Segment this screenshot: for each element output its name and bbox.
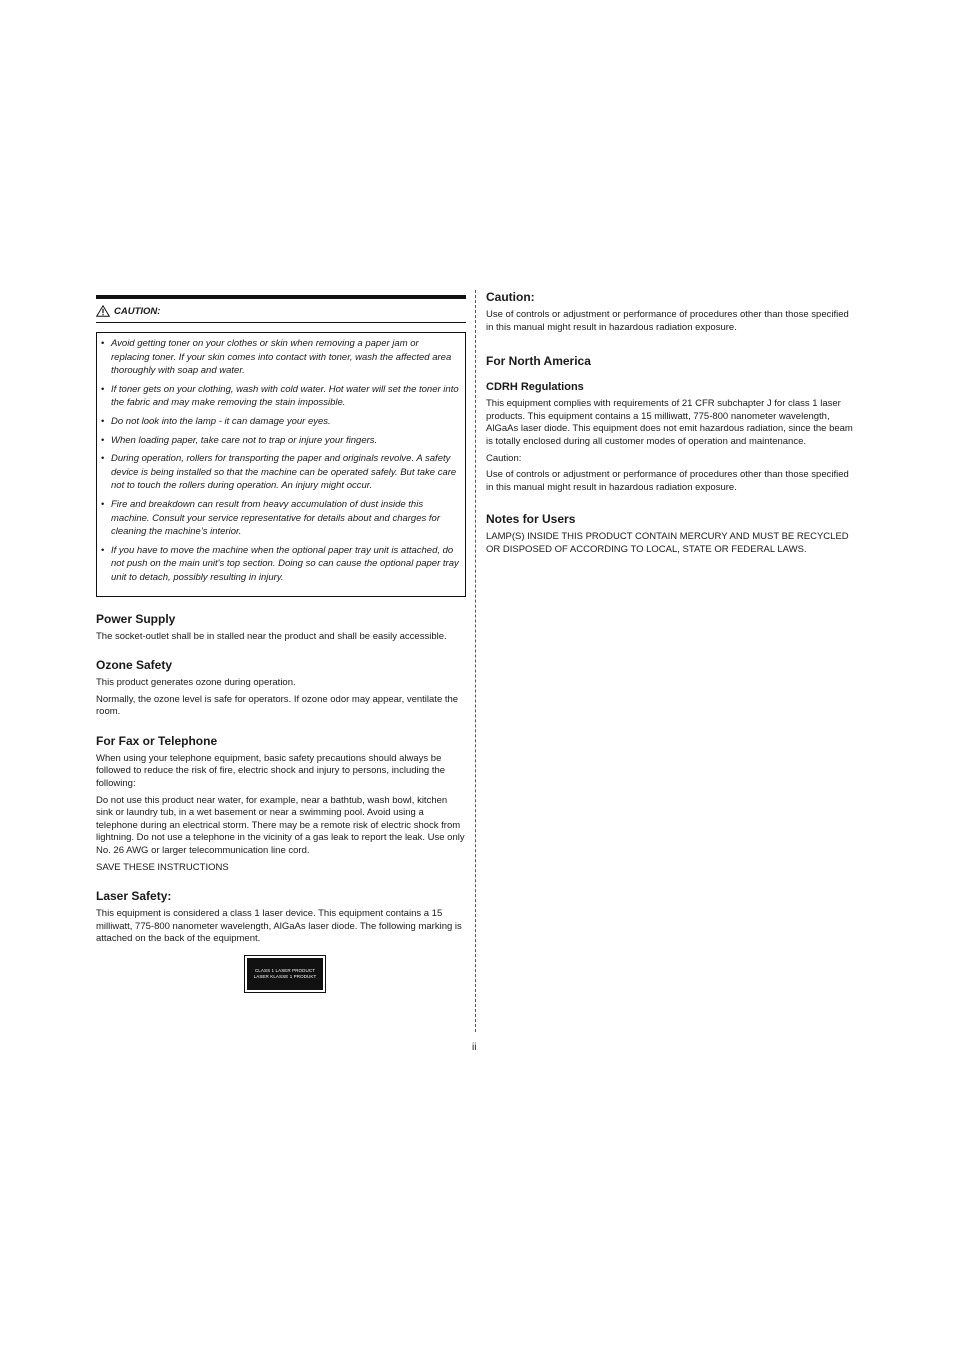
- laser-class-label: [244, 955, 326, 993]
- caution-item: • If you have to move the machine when the optional paper tray unit is attached, do not push on the main unit's top section. Doing so can cause the optional paper tray unit to detach, possibly resulting in injury.: [101, 544, 459, 585]
- warning-triangle-icon: [96, 305, 110, 317]
- caution-item: • During operation, rollers for transporting the paper and originals revolve. A safety device is being installed so that the machine can be operated safely. But take care not to touch the rollers during operation. An injury might occur.: [101, 452, 459, 493]
- notes-users-section: [486, 512, 856, 556]
- caution-right-title: Caution:: [486, 290, 535, 304]
- caution-heading: CAUTION:: [114, 305, 161, 317]
- laser-label-plate: [247, 958, 323, 990]
- caution-item: • Fire and breakdown can result from heavy accumulation of dust inside this machine. Consult your service representative for details about and charges for cleaning the machine’s interior.: [101, 498, 459, 539]
- power-supply-text: The socket-outlet shall be in stalled near the product and shall be easily accessible.: [96, 630, 447, 642]
- caution-item: • Do not look into the lamp - it can damage your eyes.: [101, 415, 459, 429]
- cdrh-caution-text: Use of controls or adjustment or performance of procedures other than those specified in this manual might result in hazardous radiation exposure.: [486, 469, 849, 493]
- notes-users-title: Notes for Users: [486, 512, 576, 527]
- caution-right-text: Use of controls or adjustment or performance of procedures other than those specified in this manual might result in hazardous radiation exposure.: [486, 309, 849, 333]
- notes-users-text: LAMP(S) INSIDE THIS PRODUCT CONTAIN MERCURY AND MUST BE RECYCLED OR DISPOSED OF ACCORDING TO LOCAL, STATE OR FEDERAL LAWS.: [486, 531, 849, 555]
- caution-item: • When loading paper, take care not to trap or injure your fingers.: [101, 434, 459, 448]
- fax-paragraph: When using your telephone equipment, basic safety precautions should always be followed to reduce the risk of fire, electric shock and injury to persons, including the following:: [96, 752, 446, 790]
- caution-header: [96, 295, 466, 323]
- north-america-title: For North America: [486, 354, 591, 369]
- caution-right-section: [486, 290, 856, 334]
- cdrh-text: This equipment complies with requirements of 21 CFR subchapter J for class 1 laser products. This equipment contains a 15 milliwatt, 775-800 nanometer wavelength, AlGaAs laser diode. This equipment does not emit hazardous radiation, since the beam is totally enclosed during all customer modes of operation and maintenance.: [486, 398, 853, 447]
- fax-paragraph: SAVE THESE INSTRUCTIONS: [96, 861, 229, 873]
- ozone-paragraph: This product generates ozone during operation.: [96, 677, 296, 689]
- fax-telephone-title: For Fax or Telephone: [96, 733, 218, 748]
- power-supply-section: [96, 612, 466, 644]
- laser-label-line: CLASS 1 LASER PRODUCT: [254, 968, 316, 973]
- ozone-paragraph: Normally, the ozone level is safe for operators. If ozone odor may appear, ventilate the room.: [96, 693, 459, 718]
- caution-item: • Avoid getting toner on your clothes or skin when removing a paper jam or replacing toner. If your skin comes into contact with toner, wash the affected area thoroughly with soap and water.: [101, 337, 459, 378]
- laser-safety-text: This equipment is considered a class 1 laser device. This equipment contains a 15 milliwatt, 775-800 nanometer wavelength, AlGaAs laser diode. The following marking is attached on the back of the equipment.: [96, 908, 462, 945]
- fax-telephone-section: [96, 734, 466, 874]
- cdrh-caution-label: Caution:: [486, 452, 522, 464]
- column-divider: [475, 290, 476, 1032]
- fax-paragraph: Do not use this product near water, for example, near a bathtub, wash bowl, kitchen sink or laundry tub, in a wet basement or near a swimming pool. Avoid using a telephone during an electrical storm. There may be a remote risk of electric shock from lightning. Do not use a telephone in the vicinity of a gas leak to report the leak. Use only No. 26 AWG or larger telecommunication line cord.: [96, 794, 465, 857]
- laser-safety-title: Laser Safety:: [96, 889, 172, 904]
- north-america-section: [486, 354, 856, 494]
- laser-safety-section: [96, 889, 466, 993]
- ozone-safety-section: [96, 658, 466, 719]
- ozone-safety-title: Ozone Safety: [96, 658, 173, 673]
- caution-box: [96, 332, 466, 597]
- right-column: [486, 290, 856, 561]
- caution-list: [101, 337, 459, 585]
- laser-label-line: LASER KLASSE 1 PRODUKT: [253, 974, 317, 979]
- power-supply-title: Power Supply: [96, 611, 176, 626]
- cdrh-title: CDRH Regulations: [486, 381, 584, 394]
- page-number: ii: [472, 1042, 477, 1053]
- left-column: [96, 295, 466, 993]
- caution-item: • If toner gets on your clothing, wash with cold water. Hot water will set the toner into the fabric and may make removing the stain impossible.: [101, 383, 459, 410]
